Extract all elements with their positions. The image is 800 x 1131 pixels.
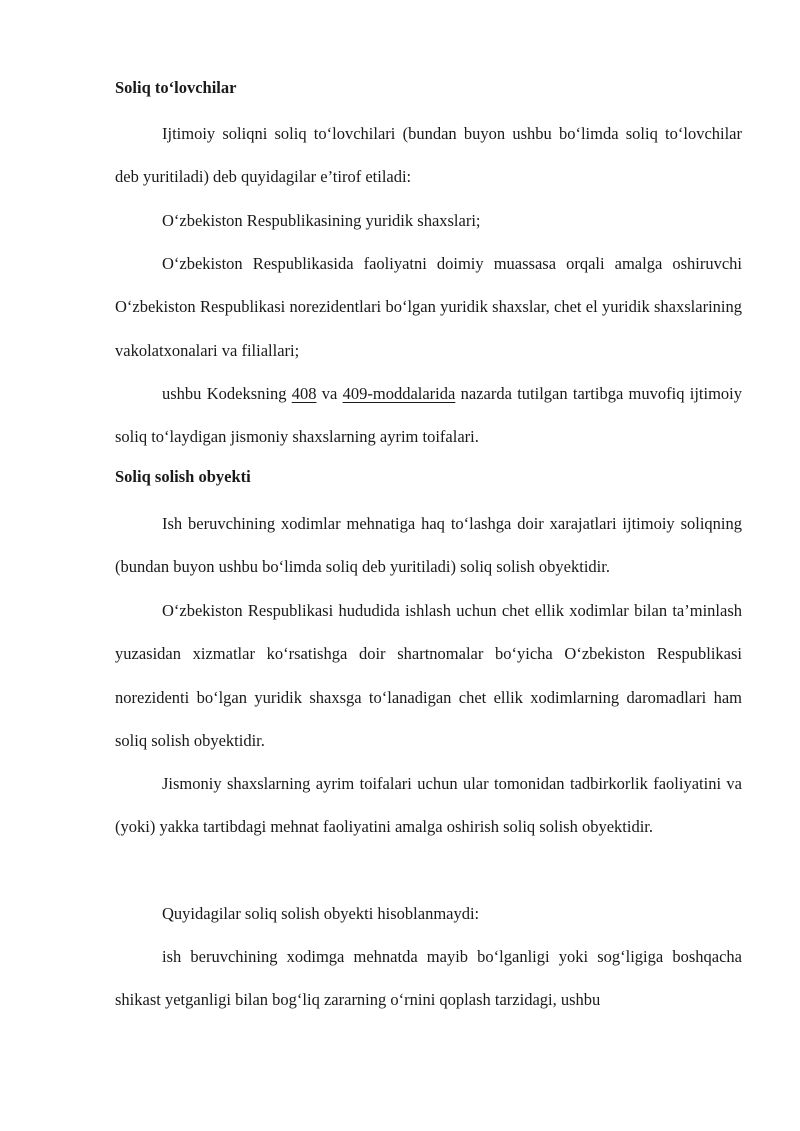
paragraph-exclusion-injury: ish beruvchining xodimga mehnatda mayib bo‘lganligi yoki sog‘ligiga boshqacha shikast yetganligi bilan bog‘liq zararning o‘rnini qoplash tarzidagi, ushbu <box>115 947 742 1010</box>
paragraph-employer-expenses: Ish beruvchining xodimlar mehnatiga haq to‘lashga doir xarajatlari ijtimoiy soliqning (bundan buyon ushbu bo‘limda soliq deb yuritiladi) soliq solish obyektidir. <box>115 514 742 577</box>
reference-text-after: nazarda tutilgan tartibga muvofiq ijtimoiy soliq to‘laydigan jismoniy shaxslarning ayrim toifalari. <box>115 384 743 447</box>
paragraph-taxpayers-definition: Ijtimoiy soliqni soliq to‘lovchilari (bundan buyon ushbu bo‘limda soliq to‘lovchilar deb yuritiladi) deb quyidagilar e’tirof etiladi: <box>115 124 742 187</box>
section-heading-tax-object: Soliq solish obyekti <box>115 467 251 486</box>
section-heading-taxpayers: Soliq to‘lovchilar <box>115 78 237 97</box>
paragraph-individuals: Jismoniy shaxslarning ayrim toifalari uchun ular tomonidan tadbirkorlik faoliyatini va (yoki) yakka tartibdagi mehnat faoliyatini amalga oshirish soliq solish obyektidir. <box>115 774 742 837</box>
article-409-link[interactable]: 409-moddalarida <box>342 384 456 403</box>
paragraph-code-reference <box>115 372 742 459</box>
article-408-link[interactable]: 408 <box>291 384 317 403</box>
paragraph-legal-entities: O‘zbekiston Respublikasining yuridik shaxslari; <box>162 211 481 230</box>
paragraph-nonresidents: O‘zbekiston Respublikasida faoliyatni doimiy muassasa orqali amalga oshiruvchi O‘zbekiston Respublikasi norezidentlari bo‘lgan yuridik shaxslar, chet el yuridik shaxslarining vakolatxonalari va filiallari; <box>115 254 742 360</box>
reference-text-middle: va <box>316 384 343 403</box>
reference-text-before: ushbu Kodeksning <box>162 384 292 403</box>
paragraph-foreign-employees: O‘zbekiston Respublikasi hududida ishlash uchun chet ellik xodimlar bilan ta’minlash yuzasidan xizmatlar ko‘rsatishga doir shartnomalar bo‘yicha O‘zbekiston Respublikasi norezidenti bo‘lgan yuridik shaxsga to‘lanadigan chet ellik xodimlarning daromadlari ham soliq solish obyektidir. <box>115 601 742 751</box>
paragraph-exclusions-intro: Quyidagilar soliq solish obyekti hisoblanmaydi: <box>162 904 480 923</box>
